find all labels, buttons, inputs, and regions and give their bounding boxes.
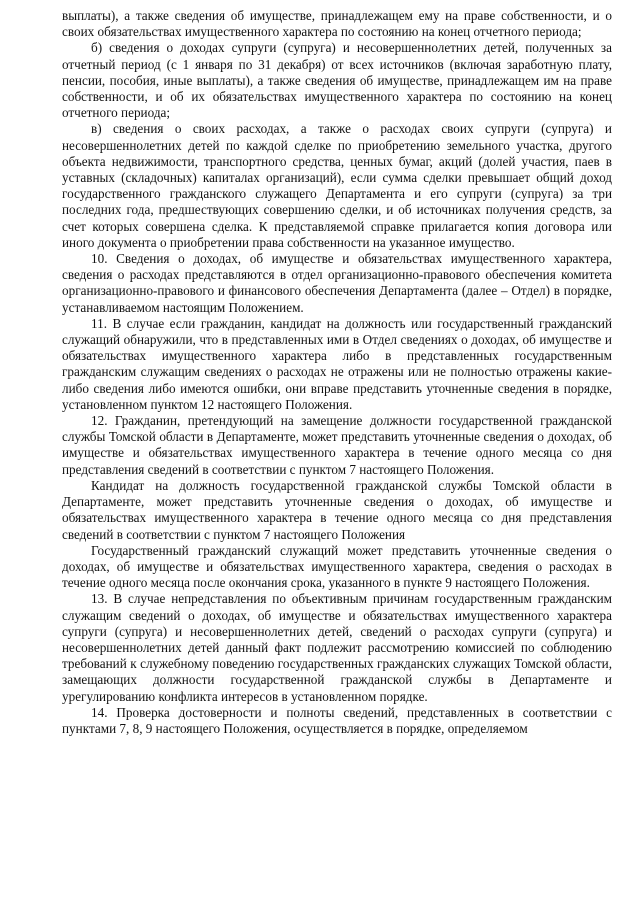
paragraph-12-servant: Государственный гражданский служащий может представить уточненные сведения о доходах, об имуществе и обязательствах имущественного характера, сведения о расходах в течение одного месяца после окончания срока, указанного в пункте 9 настоящего Положения.	[62, 542, 612, 591]
paragraph-10: 10. Сведения о доходах, об имуществе и обязательствах имущественного характера, сведения о расходах представляются в отдел организационно-правового обеспечения комитета организационно-правового и финансового обеспечения Департамента (далее – Отдел) в порядке, устанавливаемом настоящим Положением.	[62, 251, 612, 315]
paragraph-9v: в) сведения о своих расходах, а также о расходах своих супруги (супруга) и несовершеннолетних детей по каждой сделке по приобретению земельного участка, другого объекта недвижимости, транспортного средства, ценных бумаг, акций (долей участия, паев в уставных (складочных) капиталах организаций), если сумма сделки превышает общий доход государственного гражданского служащего Департамента и его супруги (супруга) за три последних года, предшествующих совершению сделки, и об источниках получения средств, за счет которых совершена сделка. К представляемой справке прилагается копия договора или иного документа о приобретении права собственности на указанное имущество.	[62, 121, 612, 250]
paragraph-12-candidate: Кандидат на должность государственной гражданской службы Томской области в Департаменте, может представить уточненные сведения о доходах, об имуществе и обязательствах имущественного характера в течение одного месяца со дня представления сведений в соответствии с пунктом 7 настоящего Положения	[62, 477, 612, 542]
paragraph-9b: б) сведения о доходах супруги (супруга) и несовершеннолетних детей, полученных за отчетный период (с 1 января по 31 декабря) от всех источников (включая заработную плату, пенсии, пособия, иные выплаты), а также сведения об имуществе, принадлежащем им на праве собственности, и об их обязательствах имущественного характера по состоянию на конец отчетного периода;	[62, 40, 612, 121]
paragraph-11: 11. В случае если гражданин, кандидат на должность или государственный гражданский служащий обнаружили, что в представленных ими в Отдел сведениях о доходах, об имуществе и обязательствах имущественного характера либо в представленных государственным гражданским служащим сведениях о расходах не отражены или не полностью отражены какие-либо сведения либо имеются ошибки, они вправе представить уточненные сведения в порядке, установленном пунктом 12 настоящего Положения.	[62, 315, 612, 412]
paragraph-14: 14. Проверка достоверности и полноты сведений, представленных в соответствии с пунктами 7, 8, 9 настоящего Положения, осуществляется в порядке, определяемом	[62, 704, 612, 736]
paragraph-continuation: выплаты), а также сведения об имуществе, принадлежащем ему на праве собственности, и о своих обязательствах имущественного характера по состоянию на конец отчетного периода;	[62, 8, 612, 40]
paragraph-13: 13. В случае непредставления по объективным причинам государственным гражданским служащим сведений о доходах, об имуществе и обязательствах имущественного характера супруги (супруга) и несовершеннолетних детей, сведений о расходах супруги (супруга) и несовершеннолетних детей данный факт подлежит рассмотрению комиссией по соблюдению требований к служебному поведению государственных гражданских служащих Томской области, замещающих должности государственной гражданской службы в Департаменте и урегулированию конфликта интересов в установленном порядке.	[62, 591, 612, 704]
paragraph-12: 12. Гражданин, претендующий на замещение должности государственной гражданской службы Томской области в Департаменте, может представить уточненные сведения о доходах, об имуществе и обязательствах имущественного характера в течение одного месяца со дня представления сведений в соответствии с пунктом 7 настоящего Положения.	[62, 413, 612, 477]
